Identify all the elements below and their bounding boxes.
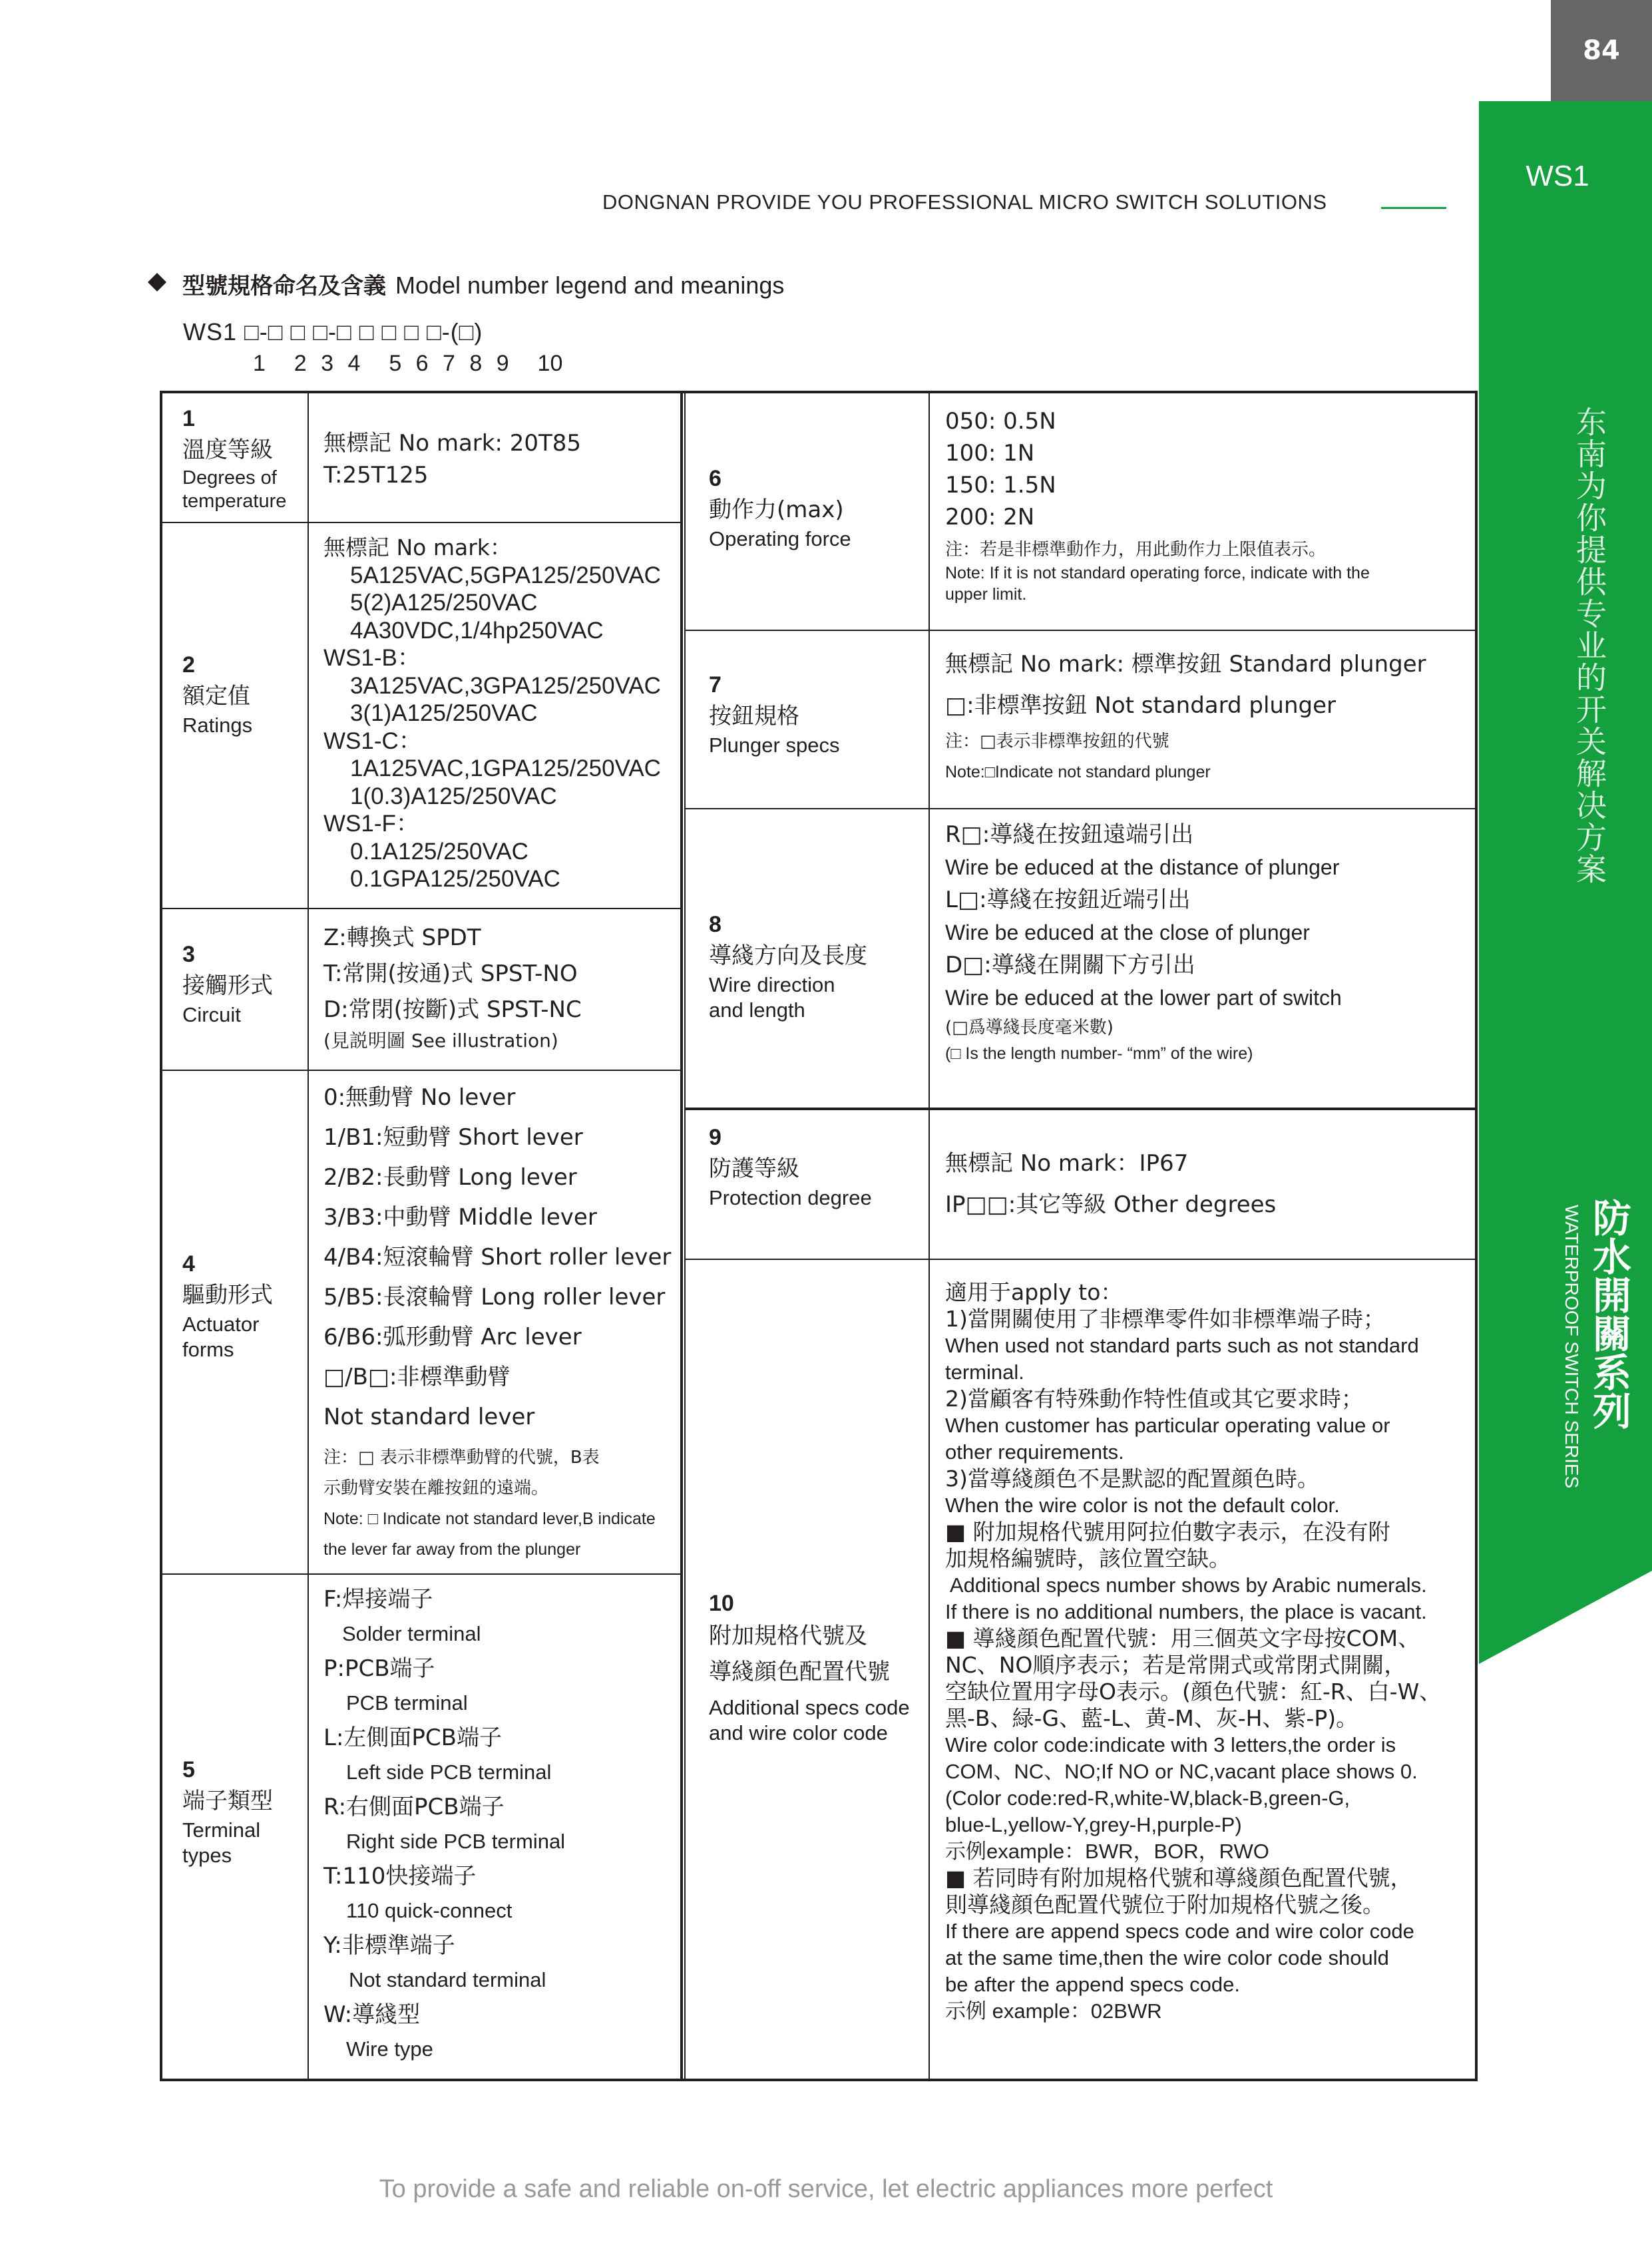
- value-note: 注：□ 表示非標準動臂的代號，B表: [323, 1448, 600, 1468]
- value-line: 3(1)A125/250VAC: [350, 700, 538, 726]
- row-divider: [684, 1259, 1478, 1260]
- value-note: Note:□Indicate not standard plunger: [945, 763, 1211, 781]
- row-number: 2: [182, 652, 195, 678]
- value-line: Wire be educed at the lower part of switch: [945, 986, 1342, 1010]
- value-line: 5/B5:長滾輪臂 Long roller lever: [323, 1284, 666, 1311]
- row-name-cn: 額定值: [182, 683, 250, 710]
- row-5-values: [323, 1582, 565, 2067]
- value-line: 3A125VAC,3GPA125/250VAC: [350, 672, 661, 699]
- row-name-cn: 防護等級: [709, 1155, 799, 1182]
- value-line: 無標記 No mark：: [323, 534, 512, 560]
- value-note: 注：□表示非標準按鈕的代號: [945, 731, 1169, 751]
- value-line: 050: 0.5N: [945, 408, 1056, 435]
- value-line: R□:導綫在按鈕遠端引出: [945, 821, 1194, 848]
- row-3-label: [182, 940, 309, 1028]
- row-divider: [684, 630, 1478, 631]
- header-slogan: DONGNAN PROVIDE YOU PROFESSIONAL MICRO SWITCH SOLUTIONS: [602, 190, 1327, 214]
- row-9-values: [945, 1143, 1276, 1225]
- value-line: Wire type: [346, 2037, 433, 2061]
- value-line: 100: 1N: [945, 440, 1035, 467]
- row-number: 4: [182, 1251, 195, 1277]
- side-series-subtitle: WATERPROOF SWITCH SERIES: [1561, 1205, 1582, 1489]
- row-name-en: and wire color code: [709, 1721, 888, 1744]
- row-divider: [684, 808, 1478, 809]
- side-series-title: 防水開關系列: [1586, 1198, 1631, 1430]
- value-line: 2/B2:長動臂 Long lever: [323, 1164, 577, 1191]
- row-name-cn: 導綫方向及長度: [709, 942, 867, 969]
- row-7-label: [709, 670, 922, 758]
- value-note: (□爲導綫長度毫米數): [945, 1018, 1114, 1038]
- tab-gap: [1479, 0, 1551, 101]
- row-9-label: [709, 1123, 922, 1211]
- value-line: 無標記 No mark: 標準按鈕 Standard plunger: [945, 651, 1426, 678]
- section-title-cn: 型號規格命名及含義: [182, 273, 386, 300]
- row-number: 8: [709, 912, 722, 937]
- row-name-en: Circuit: [182, 1003, 241, 1026]
- value-line: at the same time,then the wire color code should: [945, 1946, 1389, 1969]
- value-line: When customer has particular operating value or: [945, 1414, 1390, 1437]
- value-note: the lever far away from the plunger: [323, 1540, 581, 1559]
- row-2-label: [182, 650, 309, 738]
- row-2-values: [323, 534, 661, 893]
- value-line: Solder terminal: [342, 1622, 481, 1645]
- value-line: □/B□:非標準動臂: [323, 1364, 511, 1390]
- value-line: D□:導綫在開關下方引出: [945, 952, 1195, 978]
- value-line: other requirements.: [945, 1440, 1124, 1464]
- value-line: Wire be educed at the distance of plunger: [945, 855, 1340, 879]
- value-line: 4/B4:短滾輪臂 Short roller lever: [323, 1244, 672, 1271]
- row-name-cn: 端子類型: [182, 1788, 273, 1814]
- value-line: F:焊接端子: [323, 1586, 433, 1613]
- row-10-values: [945, 1279, 1441, 2025]
- row-name-en: temperature: [182, 491, 287, 512]
- value-line: □:非標準按鈕 Not standard plunger: [945, 692, 1336, 719]
- row-7-values: [945, 644, 1426, 787]
- model-pattern: WS1 □-□ □ □-□ □ □ □ □-(□): [183, 318, 483, 345]
- row-name-en: Additional specs code: [709, 1696, 910, 1719]
- value-line: Z:轉換式 SPDT: [323, 924, 481, 951]
- row-number: 5: [182, 1757, 195, 1782]
- value-note: 示動臂安裝在離按鈕的遠端。: [323, 1478, 549, 1498]
- value-line: 3)當導綫顔色不是默認的配置顔色時。: [945, 1466, 1319, 1492]
- value-note: Note: □ Indicate not standard lever,B indicate: [323, 1510, 656, 1528]
- value-line: When the wire color is not the default color.: [945, 1494, 1340, 1517]
- row-name-en: types: [182, 1844, 232, 1867]
- value-line: Left side PCB terminal: [346, 1760, 552, 1784]
- value-line: 0:無動臂 No lever: [323, 1084, 516, 1111]
- value-line: 150: 1.5N: [945, 472, 1056, 499]
- section-title-en: Model number legend and meanings: [395, 272, 785, 299]
- row-name-en: Plunger specs: [709, 733, 840, 757]
- row-name-en: Ratings: [182, 713, 253, 737]
- value-line: 1A125VAC,1GPA125/250VAC: [350, 755, 661, 781]
- value-line: 3/B3:中動臂 Middle lever: [323, 1204, 597, 1231]
- value-line: 1)當開關使用了非標準零件如非標準端子時；: [945, 1306, 1385, 1332]
- value-line: D:常閉(按斷)式 SPST-NC: [323, 996, 582, 1023]
- value-line: blue-L,yellow-Y,grey-H,purple-P): [945, 1813, 1242, 1836]
- row-number: 1: [182, 406, 195, 431]
- value-line: 5(2)A125/250VAC: [350, 590, 538, 616]
- row-name-cn: 動作力(max): [709, 497, 844, 523]
- value-line: 則導綫顔色配置代號位于附加規格代號之後。: [945, 1892, 1384, 1918]
- value-note: upper limit.: [945, 585, 1027, 604]
- value-line: 示例example：BWR，BOR，RWO: [945, 1840, 1269, 1863]
- row-name-en: Terminal: [182, 1818, 261, 1842]
- value-note: (見説明圖 See illustration): [323, 1030, 558, 1052]
- row-name-cn: 接觸形式: [182, 972, 273, 999]
- row-8-label: [709, 910, 922, 1023]
- value-line: ■ 附加規格代號用阿拉伯數字表示，在没有附: [945, 1519, 1390, 1545]
- row-name-en: Degrees of: [182, 467, 277, 489]
- value-line: 黑-B、緑-G、藍-L、黄-M、灰-H、紫-P)。: [945, 1705, 1358, 1731]
- row-4-label: [182, 1249, 309, 1362]
- footer-tagline: To provide a safe and reliable on-off service, let electric appliances more perfect: [379, 2175, 1273, 2203]
- value-line: 無標記 No mark: 20T85: [323, 430, 582, 457]
- row-6-label: [709, 464, 922, 552]
- value-line: PCB terminal: [346, 1691, 468, 1715]
- value-line: W:導綫型: [323, 2001, 421, 2028]
- value-line: 4A30VDC,1/4hp250VAC: [350, 617, 604, 644]
- value-line: When used not standard parts such as not standard: [945, 1334, 1419, 1357]
- table-divider: [684, 391, 686, 2081]
- value-line: 示例 example：02BWR: [945, 1999, 1162, 2023]
- value-line: IP□□:其它等級 Other degrees: [945, 1191, 1277, 1218]
- value-note: (□ Is the length number- “mm” of the wire): [945, 1044, 1253, 1063]
- row-divider: [160, 1070, 682, 1071]
- value-line: Not standard lever: [323, 1404, 535, 1430]
- value-line: WS1-B：: [323, 645, 421, 671]
- value-line: ■ 導綫顔色配置代號：用三個英文字母按COM、: [945, 1625, 1420, 1651]
- row-number: 6: [709, 466, 722, 491]
- model-digits: 1 2 3 4 5 6 7 8 9 10: [253, 351, 563, 376]
- section-title: [180, 270, 784, 303]
- value-line: 1/B1:短動臂 Short lever: [323, 1124, 583, 1151]
- value-line: T:常開(按通)式 SPST-NO: [323, 960, 578, 987]
- series-code: WS1: [1526, 160, 1589, 192]
- value-line: L:左側面PCB端子: [323, 1725, 502, 1751]
- row-4-values: [323, 1078, 671, 1565]
- row-1-label: [182, 404, 309, 513]
- row-name-cn: 導綫顔色配置代號: [709, 1659, 890, 1685]
- value-line: 空缺位置用字母O表示。(顔色代號：紅-R、白-W、: [945, 1679, 1442, 1705]
- row-name-cn: 驅動形式: [182, 1282, 273, 1309]
- table-divider: [929, 391, 930, 2081]
- row-divider: [160, 522, 682, 523]
- value-line: P:PCB端子: [323, 1655, 435, 1682]
- row-number: 10: [709, 1591, 734, 1616]
- table-divider: [680, 391, 683, 2081]
- row-5-label: [182, 1755, 309, 1868]
- row-10-label: [709, 1589, 929, 1746]
- value-line: If there is no additional numbers, the place is vacant.: [945, 1600, 1427, 1623]
- value-line: be after the append specs code.: [945, 1973, 1240, 1996]
- row-name-en: Operating force: [709, 527, 851, 550]
- value-line: terminal.: [945, 1360, 1024, 1384]
- value-line: R:右側面PCB端子: [323, 1794, 505, 1820]
- value-line: L□:導綫在按鈕近端引出: [945, 887, 1191, 913]
- header-rule: [1381, 207, 1446, 209]
- value-line: 加規格編號時，該位置空缺。: [945, 1545, 1231, 1571]
- row-name-cn: 按鈕規格: [709, 703, 799, 729]
- value-line: NC、NO順序表示；若是常開式或常閉式開關，: [945, 1652, 1406, 1678]
- value-line: WS1-C：: [323, 727, 422, 754]
- value-line: If there are append specs code and wire color code: [945, 1920, 1414, 1943]
- value-line: Y:非標準端子: [323, 1932, 455, 1959]
- row-divider: [160, 1573, 682, 1575]
- row-8-values: [945, 819, 1342, 1066]
- value-line: 0.1A125/250VAC: [350, 838, 528, 865]
- spec-table: [160, 391, 1478, 2081]
- value-line: ■ 若同時有附加規格代號和導綫顔色配置代號，: [945, 1865, 1412, 1891]
- row-divider: [160, 908, 682, 909]
- side-slogan: 东南为你提供专业的开关解决方案: [1571, 406, 1607, 885]
- value-note: 注：若是非標準動作力，用此動作力上限值表示。: [945, 540, 1327, 560]
- value-line: 2)當顧客有特殊動作特性值或其它要求時；: [945, 1386, 1363, 1412]
- value-line: 無標記 No mark：IP67: [945, 1150, 1189, 1177]
- row-number: 9: [709, 1125, 722, 1150]
- value-line: 200: 2N: [945, 504, 1035, 530]
- row-name-en: Actuator: [182, 1313, 260, 1336]
- row-name-cn: 溫度等級: [182, 437, 273, 463]
- value-line: Not standard terminal: [349, 1968, 546, 1991]
- value-line: Right side PCB terminal: [346, 1830, 566, 1853]
- value-line: 6/B6:弧形動臂 Arc lever: [323, 1324, 582, 1350]
- row-name-en: and length: [709, 998, 805, 1022]
- value-line: T:110快接端子: [323, 1863, 477, 1890]
- value-note: Note: If it is not standard operating force, indicate with the: [945, 564, 1370, 582]
- value-line: Additional specs number shows by Arabic numerals.: [945, 1573, 1427, 1597]
- value-line: WS1-F：: [323, 811, 419, 837]
- row-name-cn: 附加規格代號及: [709, 1623, 867, 1649]
- row-6-values: [945, 405, 1370, 605]
- value-line: Wire be educed at the close of plunger: [945, 920, 1310, 944]
- value-line: 0.1GPA125/250VAC: [350, 866, 560, 892]
- row-name-en: Wire direction: [709, 973, 835, 996]
- row-name-en: forms: [182, 1338, 234, 1361]
- row-name-en: Protection degree: [709, 1186, 872, 1209]
- row-divider: [684, 1108, 1478, 1110]
- value-line: COM、NC、NO;If NO or NC,vacant place shows 0.: [945, 1760, 1418, 1783]
- row-1-values: [323, 427, 581, 491]
- value-line: 5A125VAC,5GPA125/250VAC: [350, 562, 661, 588]
- row-number: 3: [182, 942, 195, 967]
- row-number: 7: [709, 672, 722, 698]
- value-line: 適用于apply to：: [945, 1279, 1123, 1305]
- page-number: 84: [1551, 0, 1652, 101]
- value-line: 1(0.3)A125/250VAC: [350, 783, 557, 809]
- value-line: 110 quick-connect: [346, 1899, 513, 1922]
- value-line: (Color code:red-R,white-W,black-B,green-G,: [945, 1786, 1350, 1810]
- diamond-bullet-icon: [148, 273, 166, 292]
- value-line: Wire color code:indicate with 3 letters,the order is: [945, 1733, 1396, 1756]
- value-line: T:25T125: [323, 462, 429, 489]
- row-3-values: [323, 920, 582, 1054]
